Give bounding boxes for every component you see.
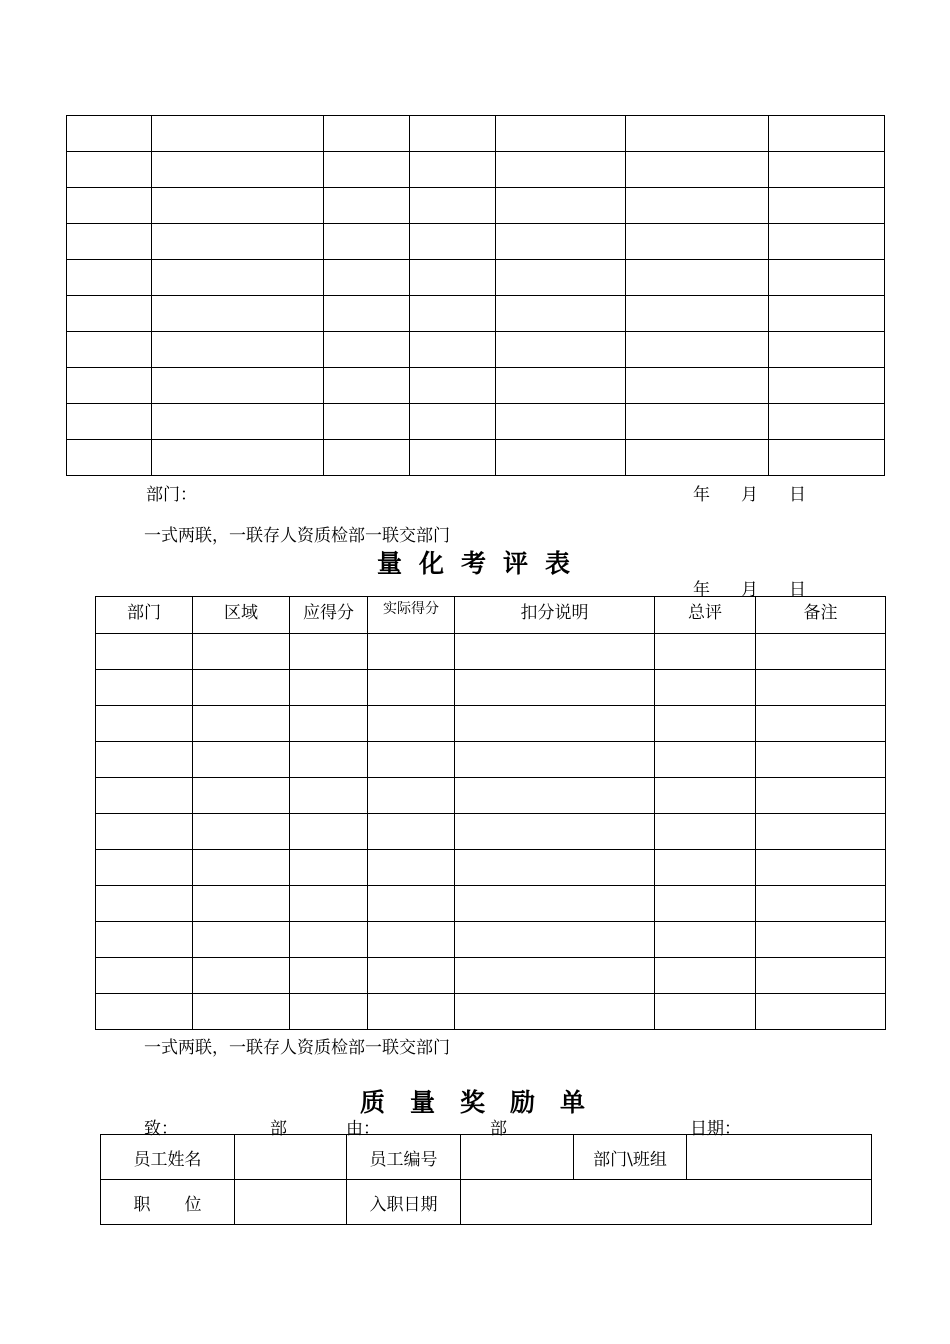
position-label: 职 位 bbox=[101, 1180, 235, 1225]
table-cell[interactable] bbox=[193, 994, 290, 1030]
employee-id-field[interactable] bbox=[461, 1135, 574, 1180]
employee-id-label: 员工编号 bbox=[347, 1135, 461, 1180]
table-cell[interactable] bbox=[324, 368, 410, 404]
table-cell[interactable] bbox=[152, 152, 324, 188]
table-cell[interactable] bbox=[756, 886, 886, 922]
table-cell[interactable] bbox=[152, 224, 324, 260]
table-cell[interactable] bbox=[96, 922, 193, 958]
table-cell[interactable] bbox=[368, 850, 455, 886]
table-cell[interactable] bbox=[324, 152, 410, 188]
table-row bbox=[96, 922, 886, 958]
table-row bbox=[67, 440, 885, 476]
table-row bbox=[96, 742, 886, 778]
header-actual-score: 实际得分 bbox=[368, 597, 455, 634]
table-cell[interactable] bbox=[324, 332, 410, 368]
dept-label: 部门： bbox=[146, 485, 197, 505]
table-cell[interactable] bbox=[324, 260, 410, 296]
table-cell[interactable] bbox=[496, 188, 626, 224]
table-cell[interactable] bbox=[496, 260, 626, 296]
table-cell[interactable] bbox=[193, 958, 290, 994]
table-cell[interactable] bbox=[96, 994, 193, 1030]
table-cell[interactable] bbox=[290, 994, 368, 1030]
table-cell[interactable] bbox=[324, 404, 410, 440]
table-cell[interactable] bbox=[193, 778, 290, 814]
table-cell[interactable] bbox=[368, 994, 455, 1030]
hire-date-label: 入职日期 bbox=[347, 1180, 461, 1225]
table-row bbox=[67, 224, 885, 260]
table-cell[interactable] bbox=[324, 224, 410, 260]
table-cell[interactable] bbox=[67, 368, 152, 404]
table-cell[interactable] bbox=[496, 116, 626, 152]
table-cell[interactable] bbox=[193, 922, 290, 958]
table-cell[interactable] bbox=[410, 440, 496, 476]
reward-title: 质量奖励单 bbox=[360, 1088, 611, 1117]
table-cell[interactable] bbox=[756, 850, 886, 886]
table-cell[interactable] bbox=[368, 886, 455, 922]
table-cell[interactable] bbox=[455, 994, 655, 1030]
table-row bbox=[67, 152, 885, 188]
dept-team-label: 部门\班组 bbox=[574, 1135, 687, 1180]
table-cell[interactable] bbox=[655, 742, 756, 778]
table-row bbox=[67, 260, 885, 296]
table-cell[interactable] bbox=[756, 778, 886, 814]
table-cell[interactable] bbox=[152, 404, 324, 440]
table-cell[interactable] bbox=[290, 634, 368, 670]
table-cell[interactable] bbox=[324, 116, 410, 152]
date-day: 日 bbox=[789, 580, 806, 600]
table-cell[interactable] bbox=[193, 706, 290, 742]
table-cell[interactable] bbox=[626, 152, 769, 188]
table-cell[interactable] bbox=[368, 958, 455, 994]
table-cell[interactable] bbox=[455, 778, 655, 814]
table-cell[interactable] bbox=[368, 778, 455, 814]
copy-note: 一式两联，一联存人资质检部一联交部门 bbox=[144, 526, 450, 546]
table-cell[interactable] bbox=[769, 116, 885, 152]
table-cell[interactable] bbox=[96, 850, 193, 886]
date-label: 日期： bbox=[690, 1119, 741, 1139]
table-cell[interactable] bbox=[96, 670, 193, 706]
table-cell[interactable] bbox=[655, 634, 756, 670]
table-cell[interactable] bbox=[626, 260, 769, 296]
table-row bbox=[67, 116, 885, 152]
table-cell[interactable] bbox=[290, 850, 368, 886]
table-cell[interactable] bbox=[756, 670, 886, 706]
table-row bbox=[67, 332, 885, 368]
table-cell[interactable] bbox=[455, 886, 655, 922]
table-cell[interactable] bbox=[410, 116, 496, 152]
date-day: 日 bbox=[789, 485, 806, 505]
table-cell[interactable] bbox=[152, 188, 324, 224]
table-cell[interactable] bbox=[769, 404, 885, 440]
table-cell[interactable] bbox=[290, 814, 368, 850]
table-row bbox=[96, 634, 886, 670]
table-cell[interactable] bbox=[410, 296, 496, 332]
table-cell[interactable] bbox=[756, 994, 886, 1030]
table-cell[interactable] bbox=[67, 116, 152, 152]
date-year: 年 bbox=[693, 485, 710, 505]
table-cell[interactable] bbox=[626, 296, 769, 332]
table-cell[interactable] bbox=[290, 742, 368, 778]
table-cell[interactable] bbox=[756, 706, 886, 742]
table-cell[interactable] bbox=[769, 224, 885, 260]
header-overall: 总评 bbox=[655, 597, 756, 634]
table-cell[interactable] bbox=[67, 440, 152, 476]
table-cell[interactable] bbox=[193, 814, 290, 850]
table-cell[interactable] bbox=[655, 958, 756, 994]
table-cell[interactable] bbox=[152, 296, 324, 332]
table-cell[interactable] bbox=[368, 634, 455, 670]
table-cell[interactable] bbox=[769, 188, 885, 224]
table-cell[interactable] bbox=[756, 814, 886, 850]
table-cell[interactable] bbox=[410, 260, 496, 296]
table-cell[interactable] bbox=[626, 188, 769, 224]
table-row bbox=[96, 670, 886, 706]
to-dept-char: 部 bbox=[270, 1119, 287, 1139]
table-cell[interactable] bbox=[756, 922, 886, 958]
table-cell[interactable] bbox=[655, 814, 756, 850]
table-cell[interactable] bbox=[455, 634, 655, 670]
form-title: 量化考评表 bbox=[377, 549, 588, 578]
table-row bbox=[96, 994, 886, 1030]
table-cell[interactable] bbox=[496, 332, 626, 368]
table-cell[interactable] bbox=[410, 404, 496, 440]
table-cell[interactable] bbox=[368, 922, 455, 958]
table-cell[interactable] bbox=[455, 706, 655, 742]
table-cell[interactable] bbox=[410, 368, 496, 404]
table-cell[interactable] bbox=[368, 670, 455, 706]
table-cell[interactable] bbox=[324, 440, 410, 476]
table-cell[interactable] bbox=[96, 778, 193, 814]
table-cell[interactable] bbox=[496, 152, 626, 188]
table-row bbox=[67, 404, 885, 440]
table-cell[interactable] bbox=[655, 706, 756, 742]
table-cell[interactable] bbox=[769, 296, 885, 332]
table-row bbox=[96, 706, 886, 742]
table-cell[interactable] bbox=[96, 706, 193, 742]
table-cell[interactable] bbox=[756, 958, 886, 994]
employee-name-label: 员工姓名 bbox=[101, 1135, 235, 1180]
table-cell[interactable] bbox=[96, 958, 193, 994]
table-cell[interactable] bbox=[96, 886, 193, 922]
header-remarks: 备注 bbox=[756, 597, 886, 634]
table-cell[interactable] bbox=[626, 224, 769, 260]
table-cell[interactable] bbox=[290, 886, 368, 922]
table-cell[interactable] bbox=[655, 850, 756, 886]
table-cell[interactable] bbox=[290, 670, 368, 706]
table-cell[interactable] bbox=[152, 440, 324, 476]
table-cell[interactable] bbox=[96, 634, 193, 670]
blank-grid-table bbox=[66, 115, 885, 476]
table-cell[interactable] bbox=[193, 850, 290, 886]
table-row bbox=[96, 814, 886, 850]
table-cell[interactable] bbox=[626, 404, 769, 440]
table-cell[interactable] bbox=[152, 260, 324, 296]
table-cell[interactable] bbox=[67, 332, 152, 368]
table-row bbox=[96, 850, 886, 886]
table-cell[interactable] bbox=[455, 814, 655, 850]
table-cell[interactable] bbox=[152, 332, 324, 368]
table-row bbox=[67, 368, 885, 404]
table-cell[interactable] bbox=[655, 994, 756, 1030]
table-cell[interactable] bbox=[368, 706, 455, 742]
table-row bbox=[67, 188, 885, 224]
table-row bbox=[67, 296, 885, 332]
table-cell[interactable] bbox=[290, 778, 368, 814]
table-cell[interactable] bbox=[152, 368, 324, 404]
dept-team-field[interactable] bbox=[687, 1135, 872, 1180]
table-cell[interactable] bbox=[769, 440, 885, 476]
table-cell[interactable] bbox=[455, 958, 655, 994]
table-cell[interactable] bbox=[626, 332, 769, 368]
table-cell[interactable] bbox=[290, 922, 368, 958]
table-cell[interactable] bbox=[496, 224, 626, 260]
table-cell[interactable] bbox=[756, 742, 886, 778]
table-cell[interactable] bbox=[193, 886, 290, 922]
table-cell[interactable] bbox=[290, 958, 368, 994]
table-cell[interactable] bbox=[655, 778, 756, 814]
table-cell[interactable] bbox=[67, 152, 152, 188]
table-cell[interactable] bbox=[67, 404, 152, 440]
table-cell[interactable] bbox=[324, 188, 410, 224]
table-cell[interactable] bbox=[368, 814, 455, 850]
table-cell[interactable] bbox=[769, 152, 885, 188]
table-cell[interactable] bbox=[626, 368, 769, 404]
header-expected-score: 应得分 bbox=[290, 597, 368, 634]
table-cell[interactable] bbox=[410, 224, 496, 260]
copy-note: 一式两联，一联存人资质检部一联交部门 bbox=[144, 1038, 450, 1058]
date-month: 月 bbox=[741, 580, 758, 600]
to-label: 致： bbox=[144, 1119, 178, 1139]
hire-date-field[interactable] bbox=[461, 1180, 872, 1225]
reward-table bbox=[100, 1134, 872, 1225]
position-field[interactable] bbox=[235, 1180, 347, 1225]
table-cell[interactable] bbox=[368, 742, 455, 778]
table-cell[interactable] bbox=[496, 440, 626, 476]
table-cell[interactable] bbox=[655, 886, 756, 922]
table-cell[interactable] bbox=[67, 260, 152, 296]
from-dept-char: 部 bbox=[490, 1119, 507, 1139]
table-cell[interactable] bbox=[455, 850, 655, 886]
table-cell[interactable] bbox=[324, 296, 410, 332]
table-cell[interactable] bbox=[96, 742, 193, 778]
table-cell[interactable] bbox=[496, 368, 626, 404]
table-cell[interactable] bbox=[410, 188, 496, 224]
table-cell[interactable] bbox=[193, 634, 290, 670]
table-cell[interactable] bbox=[655, 670, 756, 706]
table-cell[interactable] bbox=[769, 368, 885, 404]
header-area: 区域 bbox=[193, 597, 290, 634]
from-label: 由： bbox=[346, 1119, 380, 1139]
date-year: 年 bbox=[693, 580, 710, 600]
table-cell[interactable] bbox=[769, 332, 885, 368]
table-cell[interactable] bbox=[455, 670, 655, 706]
table-cell[interactable] bbox=[96, 814, 193, 850]
evaluation-table bbox=[95, 596, 886, 1030]
table-cell[interactable] bbox=[626, 116, 769, 152]
table-cell[interactable] bbox=[455, 922, 655, 958]
table-row bbox=[96, 778, 886, 814]
table-cell[interactable] bbox=[496, 296, 626, 332]
table-cell[interactable] bbox=[410, 332, 496, 368]
table-cell[interactable] bbox=[410, 152, 496, 188]
table-cell[interactable] bbox=[67, 296, 152, 332]
table-cell[interactable] bbox=[67, 188, 152, 224]
employee-name-field[interactable] bbox=[235, 1135, 347, 1180]
table-cell[interactable] bbox=[193, 742, 290, 778]
table-cell[interactable] bbox=[455, 742, 655, 778]
table-cell[interactable] bbox=[756, 634, 886, 670]
date-month: 月 bbox=[741, 485, 758, 505]
header-deduction-notes: 扣分说明 bbox=[455, 597, 655, 634]
table-cell[interactable] bbox=[769, 260, 885, 296]
table-cell[interactable] bbox=[626, 440, 769, 476]
table-row bbox=[96, 958, 886, 994]
table-row bbox=[96, 886, 886, 922]
table-cell[interactable] bbox=[496, 404, 626, 440]
table-cell[interactable] bbox=[290, 706, 368, 742]
table-cell[interactable] bbox=[193, 670, 290, 706]
table-cell[interactable] bbox=[152, 116, 324, 152]
table-cell[interactable] bbox=[67, 224, 152, 260]
table-cell[interactable] bbox=[655, 922, 756, 958]
header-dept: 部门 bbox=[96, 597, 193, 634]
